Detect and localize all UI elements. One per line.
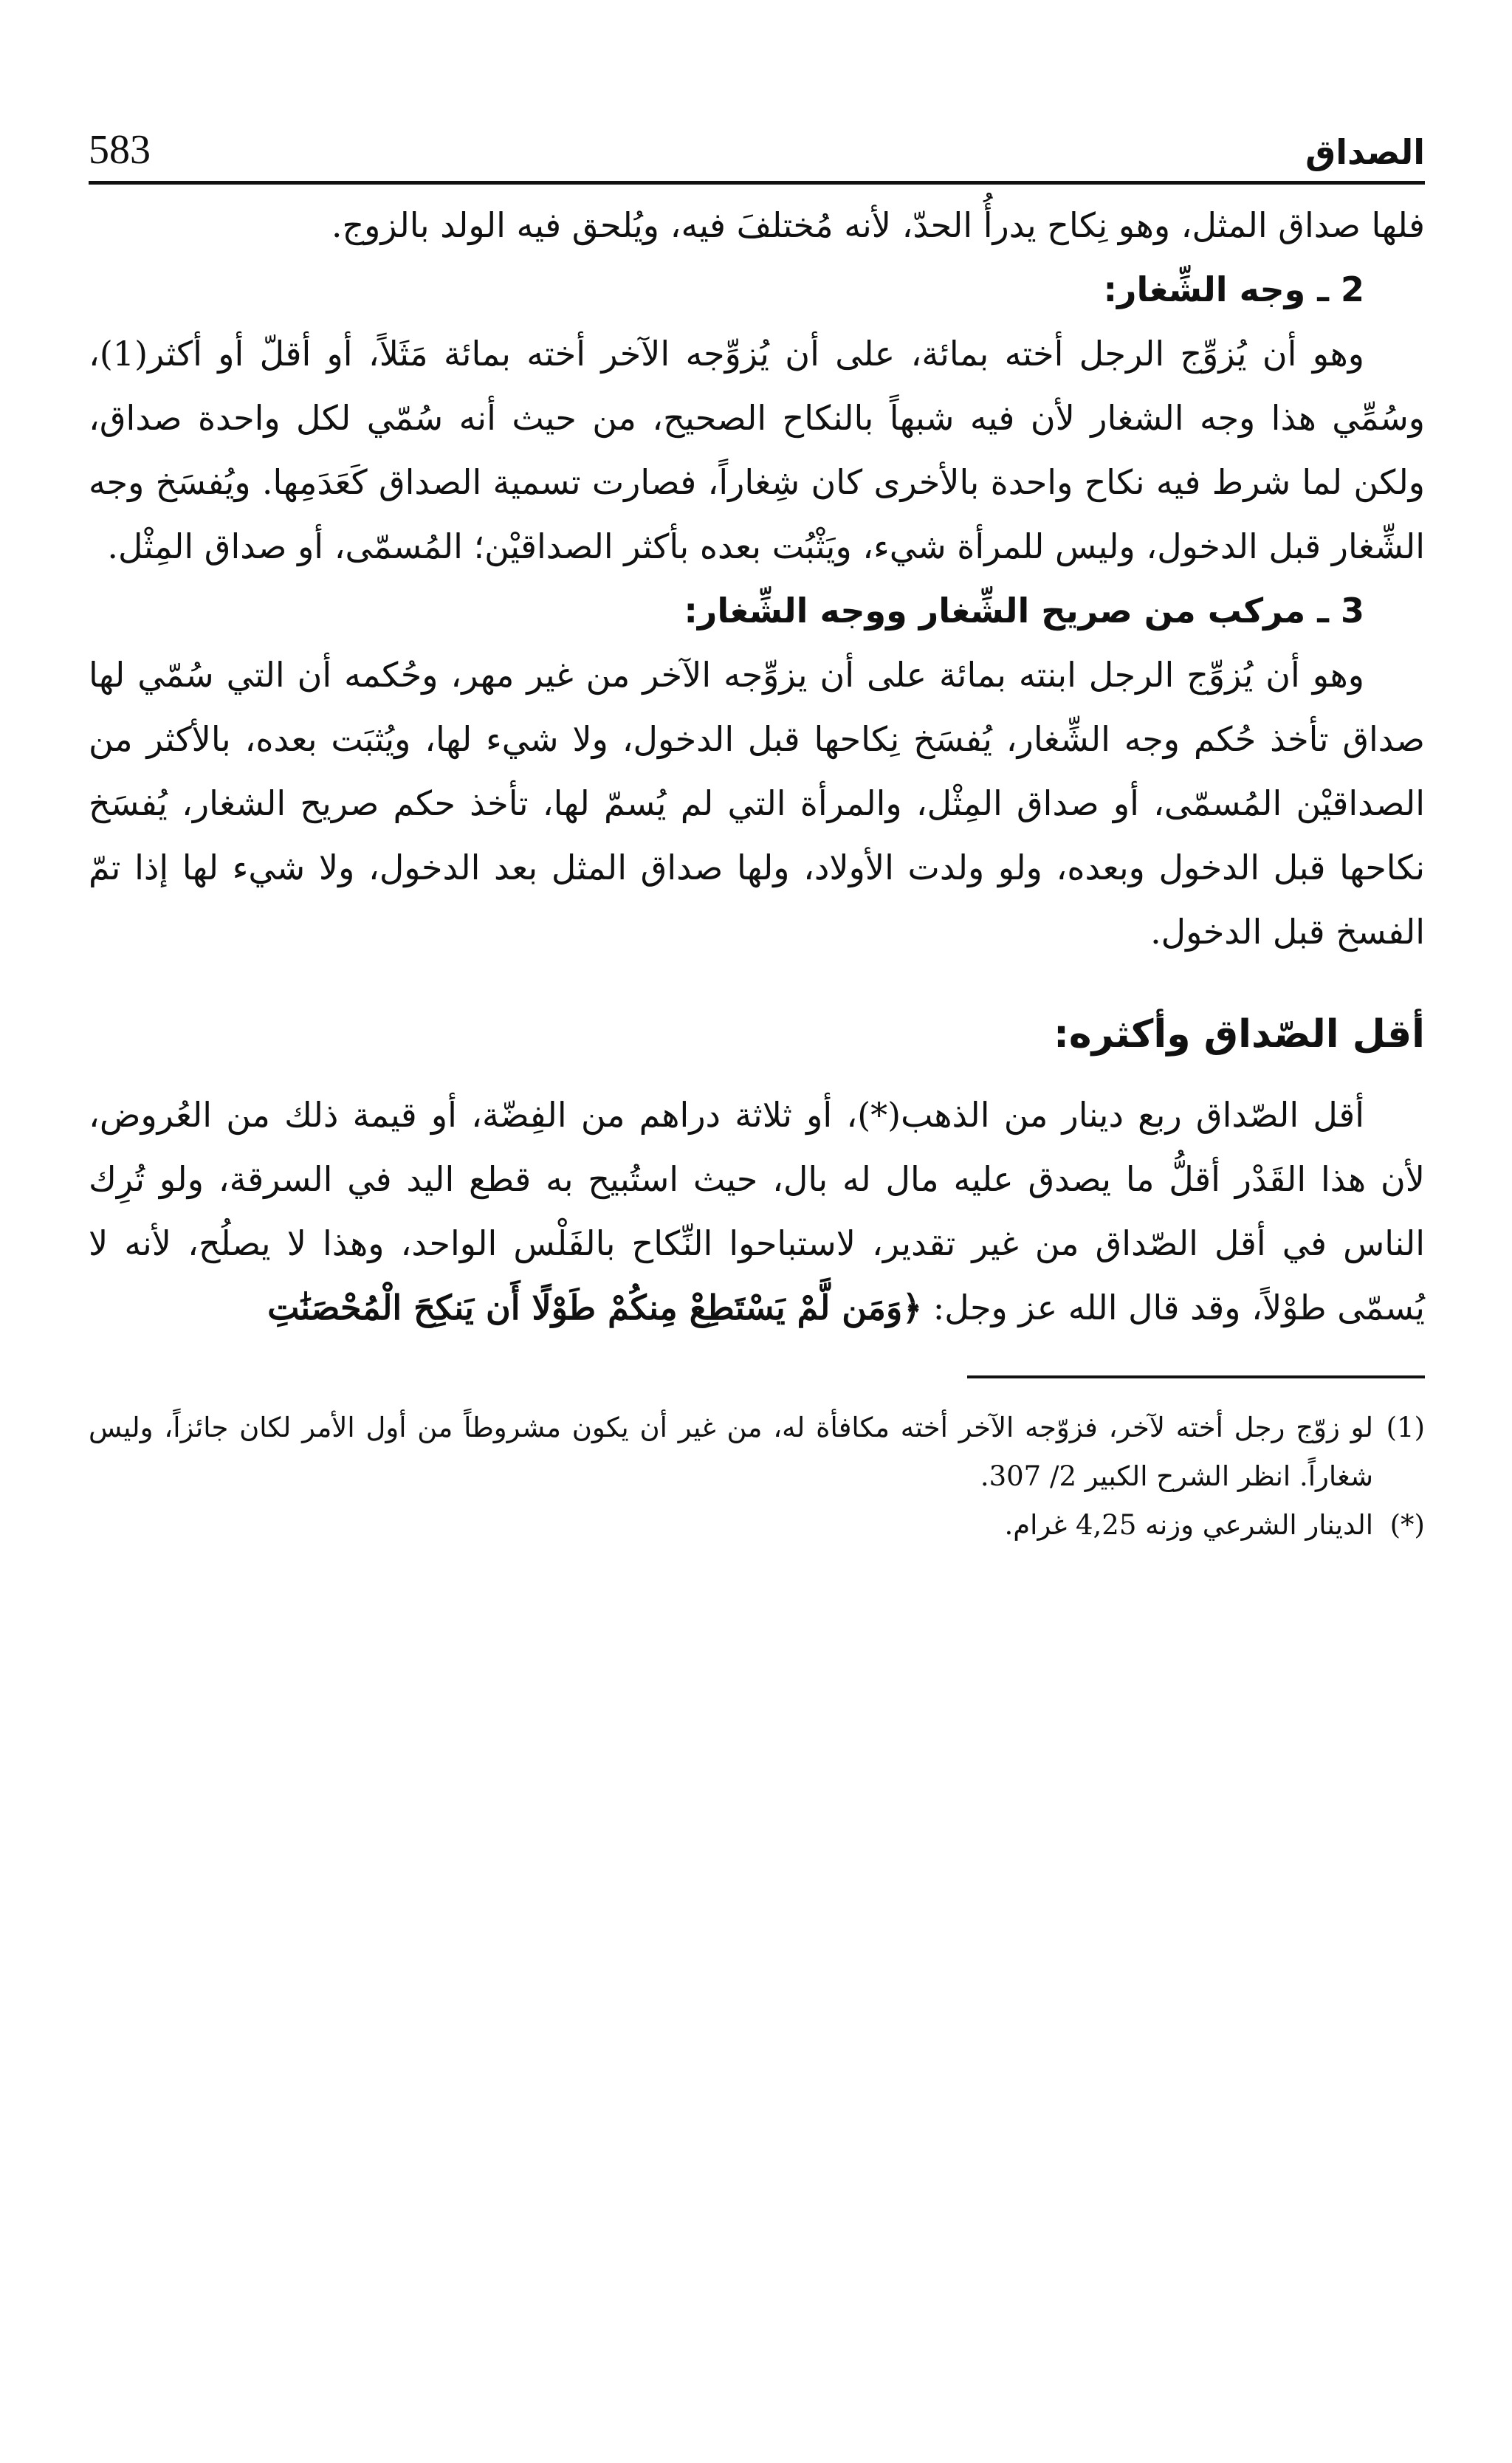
running-title: الصداق <box>1305 132 1425 172</box>
subheading-wajh-al-shighar: 2 ـ وجه الشِّغار: <box>1103 269 1364 309</box>
footnote-asterisk <box>89 1501 1425 1550</box>
body-text <box>89 193 1425 1340</box>
quran-quote: ﴿وَمَن لَّمْ يَسْتَطِعْ مِنكُمْ طَوْلًا أَن يَنكِحَ الْمُحْصَنَٰتِ <box>267 1288 923 1327</box>
paragraph-min-dowry <box>89 1083 1425 1340</box>
section-heading-min-max-dowry: أقل الصّداق وأكثره: <box>1054 1012 1425 1057</box>
footnote-text: الدينار الشرعي وزنه 4,25 غرام. <box>1004 1509 1373 1541</box>
paragraph-min-dowry-text: أقل الصّداق ربع دينار من الذهب(*)، أو ثلاثة دراهم من الفِضّة، أو قيمة ذلك من العُروض، لأن هذا القَدْر أقلُّ ما يصدق عليه مال له بال، حيث استُبيح به قطع اليد في السرقة، ولو تُرِك الناس في أقل الصّداق من غير تقدير، لاستباحوا النِّكاح بالفَلْس الواحد، وهذا لا يصلُح، لأنه لا يُسمّى طوْلاً، وقد قال الله عز وجل: <box>89 1095 1425 1327</box>
paragraph-murakkab: وهو أن يُزوِّج الرجل ابنته بمائة على أن يزوِّجه الآخر من غير مهر، وحُكمه أن التي سُمّي لها صداق تأخذ حُكم وجه الشِّغار، يُفسَخ نِكاحها قبل الدخول، ولا شيء لها، ويُثبَت بعده، بالأكثر من الصداقيْن المُسمّى، أو صداق المِثْل، والمرأة التي لم يُسمّ لها، تأخذ حكم صريح الشغار، يُفسَخ نكاحها قبل الدخول وبعده، ولو ولدت الأولاد، ولها صداق المثل بعد الدخول، ولا شيء لها إذا تمّ الفسخ قبل الدخول. <box>89 655 1425 952</box>
footnote-1 <box>89 1404 1425 1501</box>
subheading-murakkab: 3 ـ مركب من صريح الشِّغار ووجه الشِّغار: <box>684 591 1364 631</box>
page-number: 583 <box>89 127 151 173</box>
paragraph-continuation: فلها صداق المثل، وهو نِكاح يدرأُ الحدّ، لأنه مُختلفَ فيه، ويُلحق فيه الولد بالزوج. <box>331 205 1425 245</box>
footnote-separator <box>967 1375 1425 1378</box>
footnote-text: لو زوّج رجل أخته لآخر، فزوّجه الآخر أخته مكافأة له، من غير أن يكون مشروطاً من أول الأمر لكان جائزاً، وليس شغاراً. انظر الشرح الكبير 2/ 307. <box>89 1412 1373 1492</box>
footnote-marker: (1) <box>1386 1412 1425 1443</box>
paragraph-wajh-al-shighar: وهو أن يُزوِّج الرجل أخته بمائة، على أن يُزوِّجه الآخر أخته بمائة مَثَلاً، أو أقلّ أو أكثر(1)، وسُمِّي هذا وجه الشغار لأن فيه شبهاً بالنكاح الصحيح، من حيث أنه سُمّي لكل واحدة صداق، ولكن لما شرط فيه نكاح واحدة بالأخرى كان شِغاراً، فصارت تسمية الصداق كَعَدَمِها. ويُفسَخ وجه الشِّغار قبل الدخول، وليس للمرأة شيء، ويَثْبُت بعده بأكثر الصداقيْن؛ المُسمّى، أو صداق المِثْل. <box>89 334 1425 566</box>
book-page <box>89 111 1425 1550</box>
page-header <box>89 111 1425 185</box>
footnotes <box>89 1404 1425 1550</box>
footnote-marker: (*) <box>1389 1509 1425 1541</box>
